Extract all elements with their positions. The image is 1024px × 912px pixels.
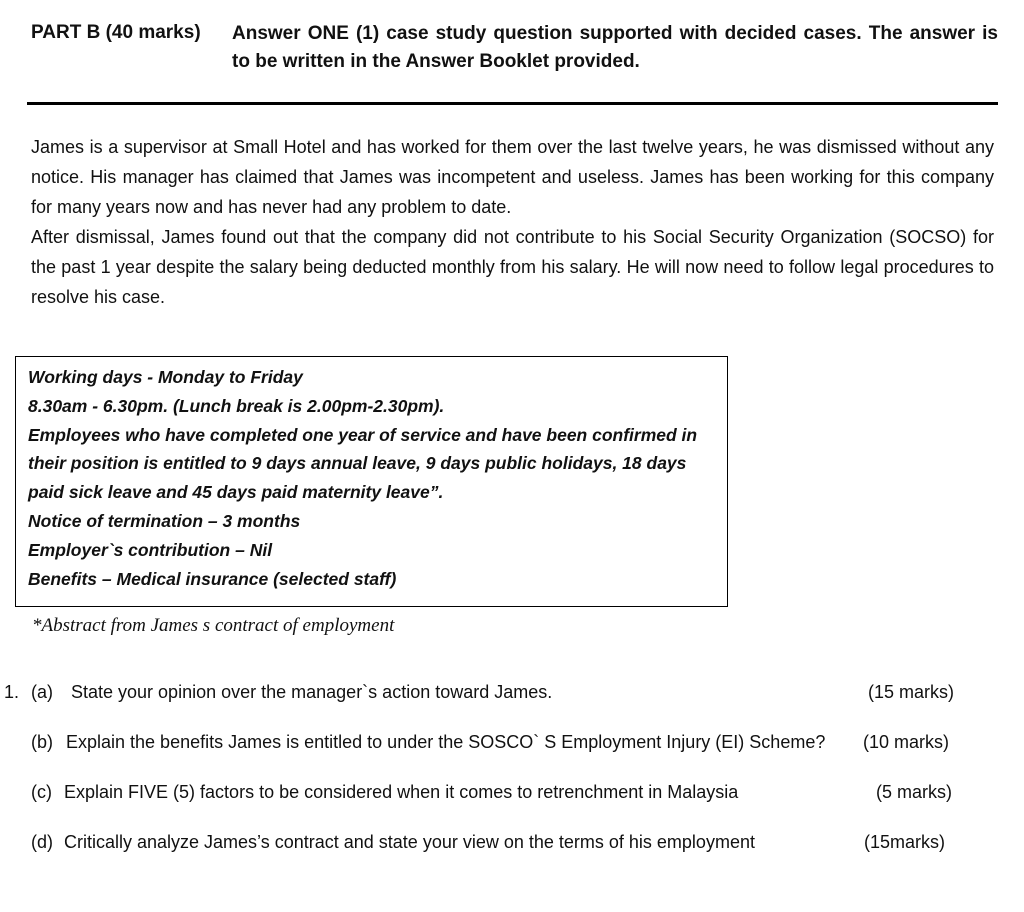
contract-line: 8.30am - 6.30pm. (Lunch break is 2.00pm-2.30pm). [28,395,445,416]
part-label: PART B (40 marks) [31,22,201,43]
question-item [0,777,1024,807]
question-text: Explain FIVE (5) factors to be considered when it comes to retrenchment in Malaysia [64,782,739,802]
question-item [0,827,1024,857]
contract-line: their position is entitled to 9 days annual leave, 9 days public holidays, 18 days [28,453,687,474]
question-marks: (10 marks) [863,732,950,752]
question-marks: (15marks) [864,832,946,852]
contract-line: paid sick leave and 45 days paid maternity leave”. [28,482,444,503]
question-text: Critically analyze James’s contract and state your view on the terms of his employment [64,832,755,852]
question-item [0,727,1024,757]
question-letter: (a) [31,682,53,702]
contract-line: Employer`s contribution – Nil [28,539,273,560]
contract-line: Notice of termination – 3 months [28,510,301,531]
question-text: State your opinion over the manager`s action toward James. [71,682,553,702]
question-marks: (5 marks) [876,782,952,802]
question-letter: (c) [31,782,52,802]
question-number: 1. [4,682,20,702]
contract-abstract-box [15,356,728,607]
question-letter: (b) [31,732,53,752]
contract-caption: *Abstract from James s contract of employment [32,615,395,636]
question-text: Explain the benefits James is entitled to under the SOSCO` S Employment Injury (EI) Scheme? [66,732,826,752]
contract-line: Employees who have completed one year of service and have been confirmed in [28,424,698,445]
divider-rule [27,102,998,105]
question-letter: (d) [31,832,53,852]
contract-line: Benefits – Medical insurance (selected staff) [28,568,397,589]
question-marks: (15 marks) [868,682,955,702]
question-item [0,677,1024,707]
case-study-text [31,132,994,312]
case-paragraph: After dismissal, James found out that the company did not contribute to his Social Security Organization (SOCSO) for the past 1 year despite the salary being deducted monthly from his salary. He will now need to follow legal procedures to resolve his case. [31,227,994,307]
part-instruction: Answer ONE (1) case study question supported with decided cases. The answer is to be written in the Answer Booklet provided. [232,23,998,72]
contract-line: Working days - Monday to Friday [28,367,303,387]
case-paragraph: James is a supervisor at Small Hotel and has worked for them over the last twelve years, he was dismissed without any notice. His manager has claimed that James was incompetent and useless. James has been working for this company for many years now and has never had any problem to date. [31,137,994,217]
